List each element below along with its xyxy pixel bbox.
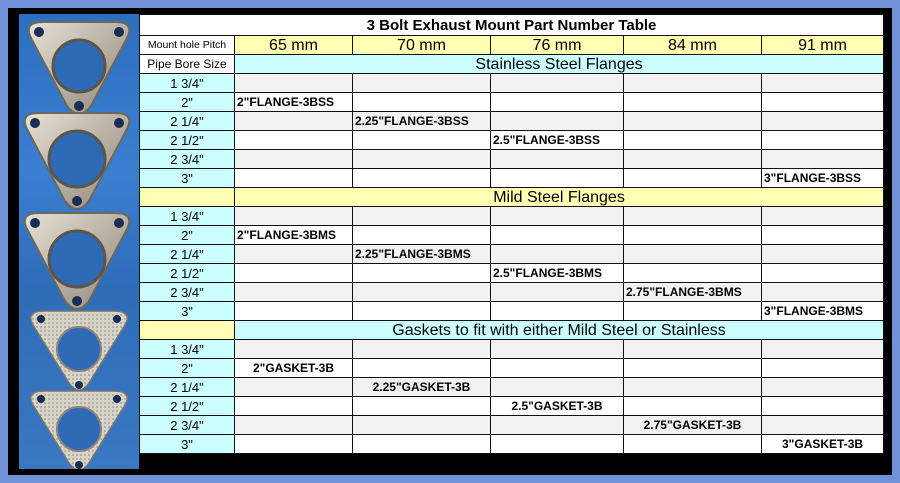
empty-cell xyxy=(235,207,353,226)
flange-1 xyxy=(29,22,130,114)
empty-cell xyxy=(762,264,884,283)
empty-cell xyxy=(624,302,762,321)
empty-cell xyxy=(491,378,624,397)
part-number: 2.25"GASKET-3B xyxy=(353,378,491,397)
table-row xyxy=(140,378,884,397)
section-header-row xyxy=(140,321,884,340)
empty-cell xyxy=(353,397,491,416)
pitch-header: 65 mm xyxy=(235,36,353,55)
section-heading: Gaskets to fit with either Mild Steel or Stainless xyxy=(235,321,884,340)
table-row xyxy=(140,169,884,188)
empty-cell xyxy=(762,93,884,112)
bore-size: 2" xyxy=(140,359,235,378)
bore-size: 2 1/2" xyxy=(140,264,235,283)
part-number: 3"FLANGE-3BMS xyxy=(762,302,884,321)
empty-cell xyxy=(235,74,353,93)
empty-cell xyxy=(235,397,353,416)
section-heading: Mild Steel Flanges xyxy=(235,188,884,207)
gasket-1 xyxy=(31,311,128,390)
table-row xyxy=(140,226,884,245)
part-number: 2.75"GASKET-3B xyxy=(624,416,762,435)
table-row xyxy=(140,302,884,321)
empty-cell xyxy=(353,283,491,302)
empty-cell xyxy=(235,302,353,321)
empty-cell xyxy=(235,283,353,302)
table-row xyxy=(140,264,884,283)
empty-cell xyxy=(762,378,884,397)
part-number: 2"FLANGE-3BSS xyxy=(235,93,353,112)
pitch-header: 91 mm xyxy=(762,36,884,55)
table-row xyxy=(140,131,884,150)
empty-cell xyxy=(235,378,353,397)
empty-cell xyxy=(624,226,762,245)
empty-cell xyxy=(762,416,884,435)
table-row xyxy=(140,207,884,226)
pitch-header: 70 mm xyxy=(353,36,491,55)
bore-size: 2 3/4" xyxy=(140,416,235,435)
bore-label: Pipe Bore Size xyxy=(140,55,235,74)
empty-cell xyxy=(624,112,762,131)
bore-size: 1 3/4" xyxy=(140,207,235,226)
table-row xyxy=(140,397,884,416)
table-row xyxy=(140,416,884,435)
empty-cell xyxy=(762,226,884,245)
empty-cell xyxy=(624,435,762,454)
part-number: 2"GASKET-3B xyxy=(235,359,353,378)
table-row xyxy=(140,359,884,378)
empty-cell xyxy=(353,131,491,150)
empty-cell xyxy=(762,340,884,359)
table-row xyxy=(140,283,884,302)
bore-size: 3" xyxy=(140,169,235,188)
empty-cell xyxy=(353,359,491,378)
table-title: 3 Bolt Exhaust Mount Part Number Table xyxy=(140,15,884,36)
empty-cell xyxy=(491,112,624,131)
bore-size: 3" xyxy=(140,302,235,321)
empty-cell xyxy=(762,397,884,416)
part-number: 2.75"FLANGE-3BMS xyxy=(624,283,762,302)
gasket-2 xyxy=(31,391,128,469)
empty-cell xyxy=(624,245,762,264)
empty-cell xyxy=(235,169,353,188)
part-number-table xyxy=(139,14,884,454)
section-label-blank xyxy=(140,188,235,207)
bore-size: 1 3/4" xyxy=(140,74,235,93)
bore-size: 3" xyxy=(140,435,235,454)
table-row xyxy=(140,340,884,359)
empty-cell xyxy=(624,74,762,93)
empty-cell xyxy=(353,264,491,283)
bore-size: 2" xyxy=(140,226,235,245)
empty-cell xyxy=(624,207,762,226)
empty-cell xyxy=(762,245,884,264)
part-number: 2.5"FLANGE-3BSS xyxy=(491,131,624,150)
part-number: 2.5"FLANGE-3BMS xyxy=(491,264,624,283)
section-label-blank xyxy=(140,321,235,340)
empty-cell xyxy=(235,150,353,169)
table-row xyxy=(140,74,884,93)
bore-size: 2" xyxy=(140,93,235,112)
empty-cell xyxy=(762,112,884,131)
empty-cell xyxy=(491,340,624,359)
flange-3 xyxy=(25,213,130,309)
pitch-header: 76 mm xyxy=(491,36,624,55)
bore-size: 2 1/4" xyxy=(140,112,235,131)
empty-cell xyxy=(491,416,624,435)
empty-cell xyxy=(235,340,353,359)
empty-cell xyxy=(491,226,624,245)
empty-cell xyxy=(762,150,884,169)
bore-size: 2 3/4" xyxy=(140,283,235,302)
empty-cell xyxy=(491,283,624,302)
part-number: 2.25"FLANGE-3BSS xyxy=(353,112,491,131)
empty-cell xyxy=(353,340,491,359)
part-number: 2.25"FLANGE-3BMS xyxy=(353,245,491,264)
empty-cell xyxy=(353,169,491,188)
empty-cell xyxy=(353,416,491,435)
part-number: 2"FLANGE-3BMS xyxy=(235,226,353,245)
empty-cell xyxy=(491,93,624,112)
empty-cell xyxy=(762,207,884,226)
table-row xyxy=(140,245,884,264)
empty-cell xyxy=(624,264,762,283)
part-number: 3"GASKET-3B xyxy=(762,435,884,454)
empty-cell xyxy=(235,131,353,150)
bore-size: 2 1/2" xyxy=(140,397,235,416)
empty-cell xyxy=(353,226,491,245)
empty-cell xyxy=(353,150,491,169)
empty-cell xyxy=(353,93,491,112)
flange-2 xyxy=(25,113,130,209)
pitch-label: Mount hole Pitch xyxy=(140,36,235,55)
section-heading: Stainless Steel Flanges xyxy=(235,55,884,74)
empty-cell xyxy=(353,302,491,321)
empty-cell xyxy=(235,435,353,454)
empty-cell xyxy=(624,169,762,188)
empty-cell xyxy=(235,264,353,283)
empty-cell xyxy=(235,245,353,264)
section-header-row xyxy=(140,188,884,207)
product-photo xyxy=(19,14,139,469)
empty-cell xyxy=(491,302,624,321)
empty-cell xyxy=(235,416,353,435)
empty-cell xyxy=(353,435,491,454)
empty-cell xyxy=(491,245,624,264)
bore-size: 2 3/4" xyxy=(140,150,235,169)
table-row xyxy=(140,435,884,454)
part-number: 3"FLANGE-3BSS xyxy=(762,169,884,188)
table-row xyxy=(140,112,884,131)
flange-gasket-illustration xyxy=(19,14,139,469)
part-number: 2.5"GASKET-3B xyxy=(491,397,624,416)
empty-cell xyxy=(624,378,762,397)
empty-cell xyxy=(624,131,762,150)
empty-cell xyxy=(762,131,884,150)
empty-cell xyxy=(491,359,624,378)
empty-cell xyxy=(762,283,884,302)
empty-cell xyxy=(624,397,762,416)
empty-cell xyxy=(353,207,491,226)
empty-cell xyxy=(491,74,624,93)
bore-size: 2 1/2" xyxy=(140,131,235,150)
empty-cell xyxy=(491,207,624,226)
empty-cell xyxy=(491,169,624,188)
empty-cell xyxy=(353,74,491,93)
empty-cell xyxy=(624,359,762,378)
empty-cell xyxy=(762,74,884,93)
empty-cell xyxy=(624,93,762,112)
section-header-row xyxy=(140,55,884,74)
table-row xyxy=(140,150,884,169)
empty-cell xyxy=(491,435,624,454)
pitch-header: 84 mm xyxy=(624,36,762,55)
bore-size: 2 1/4" xyxy=(140,245,235,264)
empty-cell xyxy=(235,112,353,131)
empty-cell xyxy=(624,150,762,169)
bore-size: 2 1/4" xyxy=(140,378,235,397)
empty-cell xyxy=(624,340,762,359)
empty-cell xyxy=(762,359,884,378)
bore-size: 1 3/4" xyxy=(140,340,235,359)
table-row xyxy=(140,93,884,112)
empty-cell xyxy=(491,150,624,169)
